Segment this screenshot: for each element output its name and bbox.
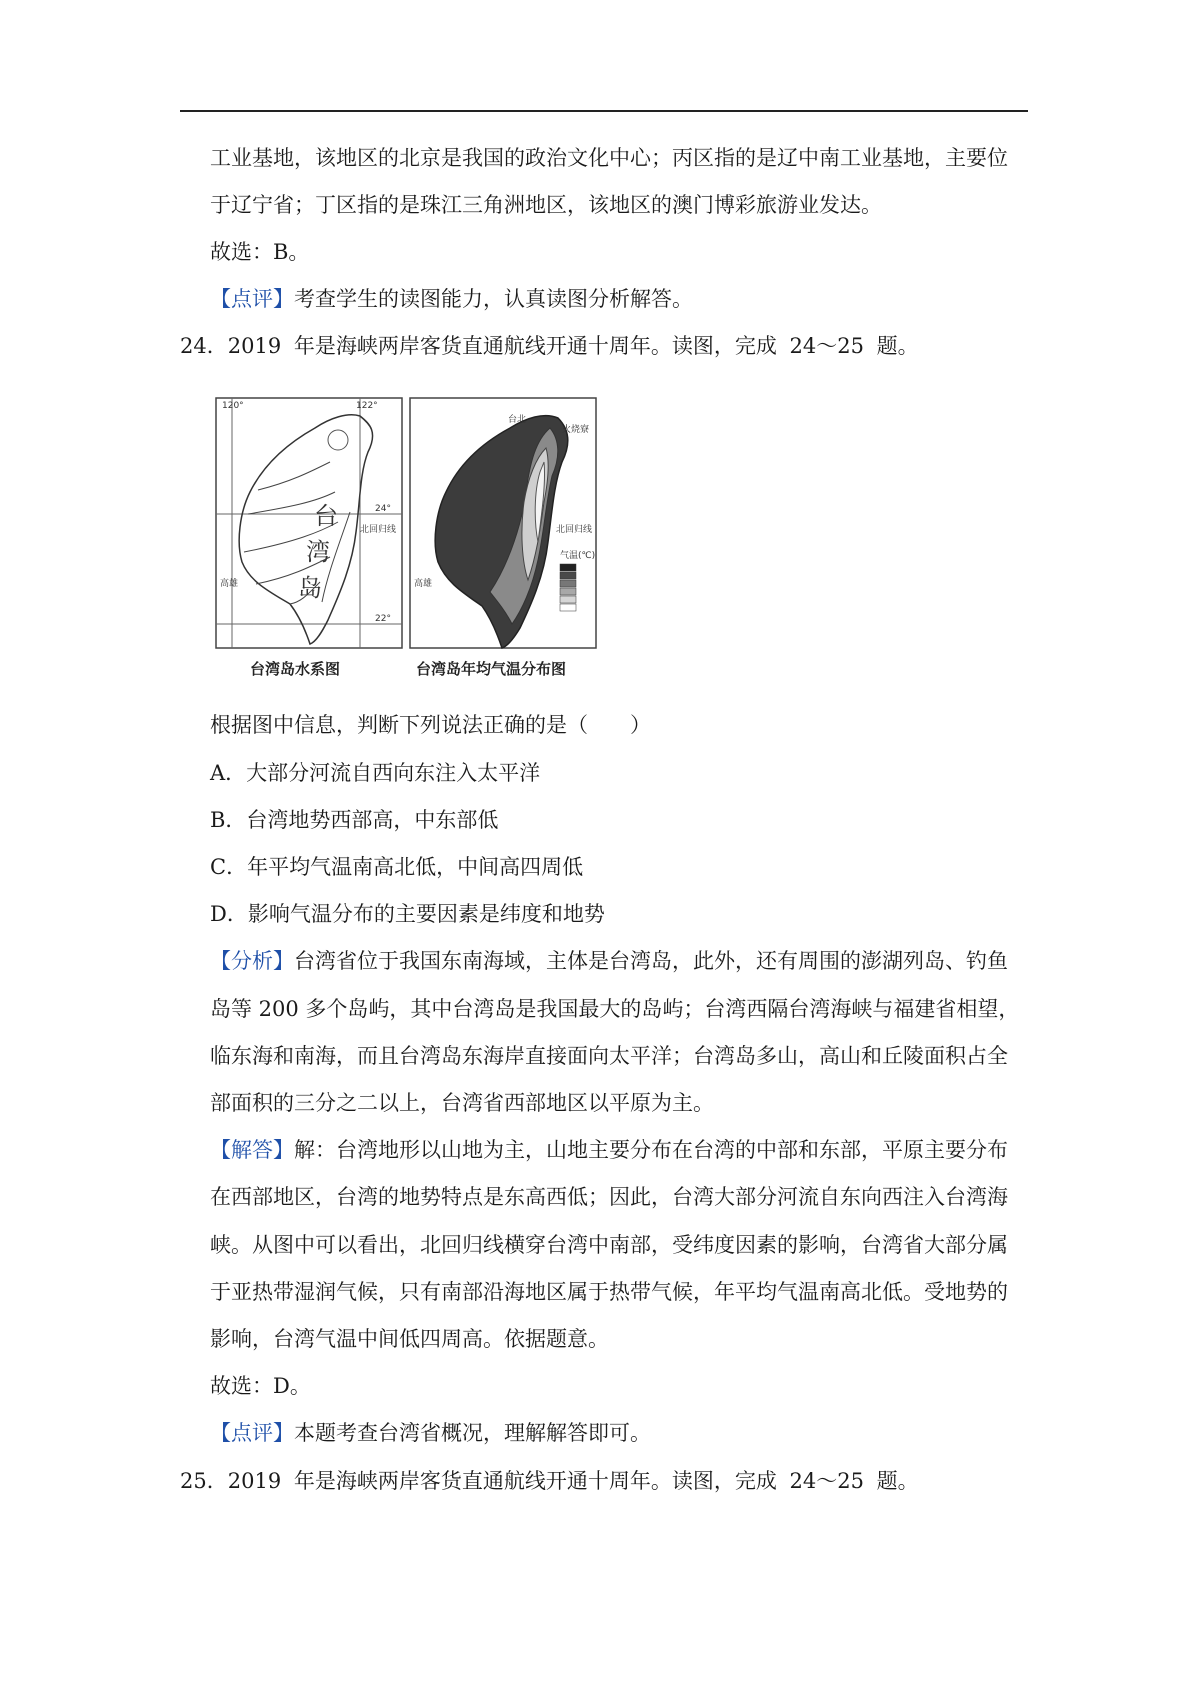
header-rule: [180, 110, 1028, 112]
answer-line: [210, 1136, 1008, 1164]
question-stem: 2019 年是海峡两岸客货直通航线开通十周年。读图，完成 24～25 题。: [227, 334, 919, 358]
river-system-map: [216, 398, 402, 648]
answer-line: 影响，台湾气温中间低四周高。依据题意。: [210, 1327, 609, 1351]
option-a: A．大部分河流自西向东注入太平洋: [210, 761, 541, 785]
review-text: 本题考查台湾省概况，理解解答即可。: [294, 1421, 651, 1445]
analysis-text: 台湾省位于我国东南海域，主体是台湾岛，此外，还有周围的澎湖列岛、钓鱼: [294, 949, 1008, 973]
right-map-caption: 台湾岛年均气温分布图: [416, 660, 567, 678]
choice-line: 故选：D。: [210, 1374, 311, 1398]
analysis-tag: 【分析】: [210, 949, 294, 973]
tropic-label: 北回归线: [360, 525, 397, 535]
answer-line: 在西部地区，台湾的地势特点是东高西低；因此，台湾大部分河流自东向西注入台湾海: [210, 1185, 1008, 1209]
review-text: 考查学生的读图能力，认真读图分析解答。: [294, 287, 693, 311]
left-map-caption: 台湾岛水系图: [250, 660, 341, 678]
answer-tag: 【解答】: [210, 1138, 294, 1162]
legend-swatch: [560, 572, 576, 579]
map-char-tai: 台: [314, 502, 338, 530]
legend-swatch: [560, 564, 576, 571]
legend-swatch: [560, 580, 576, 587]
answer-line: 于亚热带湿润气候，只有南部沿海地区属于热带气候，年平均气温南高北低。受地势的: [210, 1280, 1008, 1304]
option-c: C．年平均气温南高北低，中间高四周低: [210, 855, 584, 879]
analysis-line: 部面积的三分之二以上，台湾省西部地区以平原为主。: [210, 1091, 714, 1115]
map-char-dao: 岛: [298, 574, 322, 602]
analysis-line: [210, 947, 1008, 975]
paragraph-line: 于辽宁省；丁区指的是珠江三角洲地区，该地区的澳门博彩旅游业发达。: [210, 193, 882, 217]
taiwan-maps-figure: [210, 392, 602, 692]
choice-line: 故选：B。: [210, 240, 310, 264]
city-label-taipei: 台北: [508, 415, 527, 425]
tropic-label: 北回归线: [556, 525, 593, 535]
review-tag: 【点评】: [210, 287, 294, 311]
legend-swatch: [560, 588, 576, 595]
analysis-line: 岛等 200 多个岛屿，其中台湾岛是我国最大的岛屿；台湾西隔台湾海峡与福建省相望，: [210, 997, 1020, 1021]
longitude-label: 120°: [222, 401, 244, 411]
city-label-gaoxiong: 高雄: [220, 579, 239, 589]
question-stem: 2019 年是海峡两岸客货直通航线开通十周年。读图，完成 24～25 题。: [227, 1469, 919, 1493]
legend-swatch: [560, 596, 576, 603]
review-line: [210, 1419, 651, 1447]
map-char-wan: 湾: [306, 538, 330, 566]
question-24-stem: [180, 332, 919, 360]
legend-swatch: [560, 604, 576, 611]
temperature-map: [410, 398, 596, 648]
latitude-label: 22°: [375, 614, 391, 624]
question-25-stem: [180, 1467, 919, 1495]
city-label-huoshao: 火烧寮: [562, 425, 590, 435]
legend-title: 气温(℃): [560, 551, 596, 561]
answer-text: 解：台湾地形以山地为主，山地主要分布在台湾的中部和东部，平原主要分布: [294, 1138, 1008, 1162]
review-line: [210, 285, 693, 313]
review-tag: 【点评】: [210, 1421, 294, 1445]
question-number: 24．: [180, 334, 228, 358]
option-d: D．影响气温分布的主要因素是纬度和地势: [210, 902, 605, 926]
longitude-label: 122°: [356, 401, 378, 411]
option-b: B．台湾地势西部高，中东部低: [210, 808, 499, 832]
question-number: 25．: [180, 1469, 228, 1493]
latitude-label: 24°: [375, 504, 391, 514]
city-label-gaoxiong: 高雄: [414, 579, 433, 589]
answer-line: 峡。从图中可以看出，北回归线横穿台湾中南部，受纬度因素的影响，台湾省大部分属: [210, 1233, 1008, 1257]
question-prompt: 根据图中信息，判断下列说法正确的是（ ）: [210, 713, 651, 737]
analysis-line: 临东海和南海，而且台湾岛东海岸直接面向太平洋；台湾岛多山，高山和丘陵面积占全: [210, 1044, 1008, 1068]
taiwan-maps-svg: [210, 392, 602, 692]
paragraph-line: 工业基地，该地区的北京是我国的政治文化中心；丙区指的是辽中南工业基地，主要位: [210, 146, 1008, 170]
